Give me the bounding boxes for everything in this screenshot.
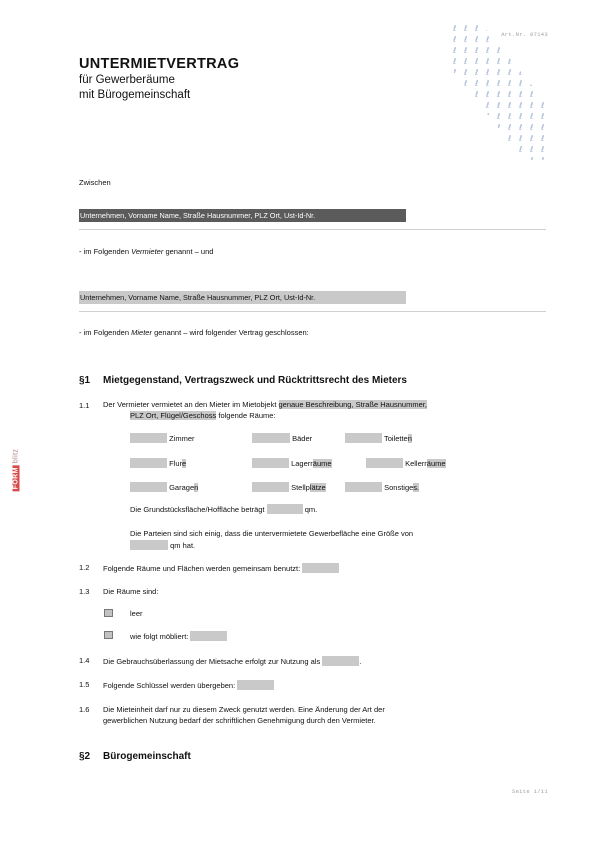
clause-1-2-number: 1.2 [79, 563, 90, 572]
agreed-size-text: Die Parteien sind sich einig, dass die untervermietete Gewerbefläche eine Größe von [130, 529, 414, 538]
clause-1-1-text-2: PLZ Ort, Flügel/Geschoss folgende Räume: [130, 411, 276, 420]
flure-count-field[interactable] [130, 458, 167, 468]
garagen-label: Garagen [169, 483, 199, 492]
formblitz-logo [11, 420, 21, 520]
tenant-rule [79, 311, 546, 312]
toiletten-label: Toiletten [383, 434, 412, 443]
clause-1-2-text: Folgende Räume und Flächen werden gemeinsam benutzt: [103, 563, 339, 574]
logo-part-blitz: blitz [12, 448, 20, 464]
clause-1-6-number: 1.6 [79, 705, 90, 714]
empty-checkbox[interactable] [104, 609, 113, 617]
section-1-number: §1 [79, 375, 91, 386]
keys-field[interactable] [237, 680, 274, 690]
stellplaetze-count-field[interactable] [252, 482, 289, 492]
clause-1-3-text: Die Räume sind: [103, 587, 159, 596]
clause-1-4-number: 1.4 [79, 656, 90, 665]
stellplaetze-label: Stellplätze [291, 483, 326, 492]
document-title: UNTERMIETVERTRAG [79, 56, 240, 72]
clause-1-6-line-1: Die Mieteinheit darf nur zu diesem Zweck genutzt werden. Eine Änderung der Art der [103, 705, 385, 714]
landlord-rule [79, 229, 546, 230]
page-number: Seite 1/11 [511, 788, 548, 795]
tenant-fields[interactable]: Unternehmen, Vorname Name, Straße Hausnummer, PLZ Ort, Ust-Id-Nr. [79, 291, 406, 304]
toiletten-count-field[interactable] [345, 433, 382, 443]
area-field[interactable] [267, 504, 303, 514]
between-label: Zwischen [79, 178, 111, 187]
landlord-designation: - im Folgenden Vermieter genannt – und [79, 247, 214, 256]
keller-count-field[interactable] [366, 458, 403, 468]
room-row-3-col-2 [252, 482, 326, 492]
clause-1-6-line-2: gewerblichen Nutzung bedarf der schriftlichen Genehmigung durch den Vermieter. [103, 716, 376, 725]
diagonal-logo-watermark [452, 22, 552, 160]
zimmer-label: Zimmer [169, 434, 195, 443]
room-row-2-col-3 [366, 458, 446, 468]
shared-rooms-field[interactable] [302, 563, 339, 573]
empty-option-label: leer [130, 609, 143, 618]
area-line: Die Grundstücksfläche/Hoffläche beträgt qm. [130, 505, 318, 514]
garagen-count-field[interactable] [130, 482, 167, 492]
clause-1-5-text: Folgende Schlüssel werden übergeben: [103, 680, 274, 691]
keller-label: Kellerräume [405, 459, 446, 468]
sonstiges-label: Sonstiges. [384, 483, 420, 492]
article-number: Art.Nr. 07143 [501, 31, 548, 38]
clause-1-5-number: 1.5 [79, 680, 90, 689]
section-1-title: Mietgegenstand, Vertragszweck und Rücktrittsrecht des Mieters [103, 375, 407, 386]
room-row-1-col-3 [345, 433, 412, 443]
object-description-field[interactable]: genaue Beschreibung, Straße Hausnummer, [278, 400, 427, 409]
tenant-designation: - im Folgenden Mieter genannt – wird folgender Vertrag geschlossen: [79, 328, 309, 337]
room-row-2-col-2 [252, 458, 332, 468]
room-row-2-col-1 [130, 458, 186, 468]
furnished-option: wie folgt möbliert: [130, 631, 227, 642]
furniture-field[interactable] [190, 631, 227, 641]
lager-label: Lagerräume [291, 459, 332, 468]
flure-label: Flure [169, 459, 187, 468]
section-2-number: §2 [79, 751, 91, 762]
logo-part-form: FORM [12, 467, 20, 490]
room-row-3-col-3 [345, 482, 419, 492]
document-subtitle-2: mit Bürogemeinschaft [79, 89, 191, 101]
furnished-checkbox[interactable] [104, 631, 113, 639]
object-location-field[interactable]: PLZ Ort, Flügel/Geschoss [130, 411, 217, 420]
clause-1-4-text: Die Gebrauchsüberlassung der Mietsache erfolgt zur Nutzung als . [103, 657, 362, 666]
section-2-title: Bürogemeinschaft [103, 751, 191, 762]
document-subtitle-1: für Gewerberäume [79, 74, 175, 86]
room-row-3-col-1 [130, 482, 198, 492]
sonstiges-count-field[interactable] [345, 482, 382, 492]
clause-1-1-number: 1.1 [79, 401, 90, 410]
baeder-count-field[interactable] [252, 433, 290, 443]
agreed-size-line: qm hat. [130, 540, 195, 551]
size-field[interactable] [130, 540, 168, 550]
room-row-1-col-1 [130, 433, 195, 443]
lager-count-field[interactable] [252, 458, 289, 468]
usage-field[interactable] [322, 656, 359, 666]
landlord-fields[interactable]: Unternehmen, Vorname Name, Straße Hausnummer, PLZ Ort, Ust-Id-Nr. [79, 209, 406, 222]
clause-1-1-text: Der Vermieter vermietet an den Mieter im Mietobjekt genaue Beschreibung, Straße Hausnummer, [103, 400, 427, 409]
clause-1-3-number: 1.3 [79, 587, 90, 596]
room-row-1-col-2 [252, 433, 312, 443]
baeder-label: Bäder [292, 434, 313, 443]
zimmer-count-field[interactable] [130, 433, 167, 443]
